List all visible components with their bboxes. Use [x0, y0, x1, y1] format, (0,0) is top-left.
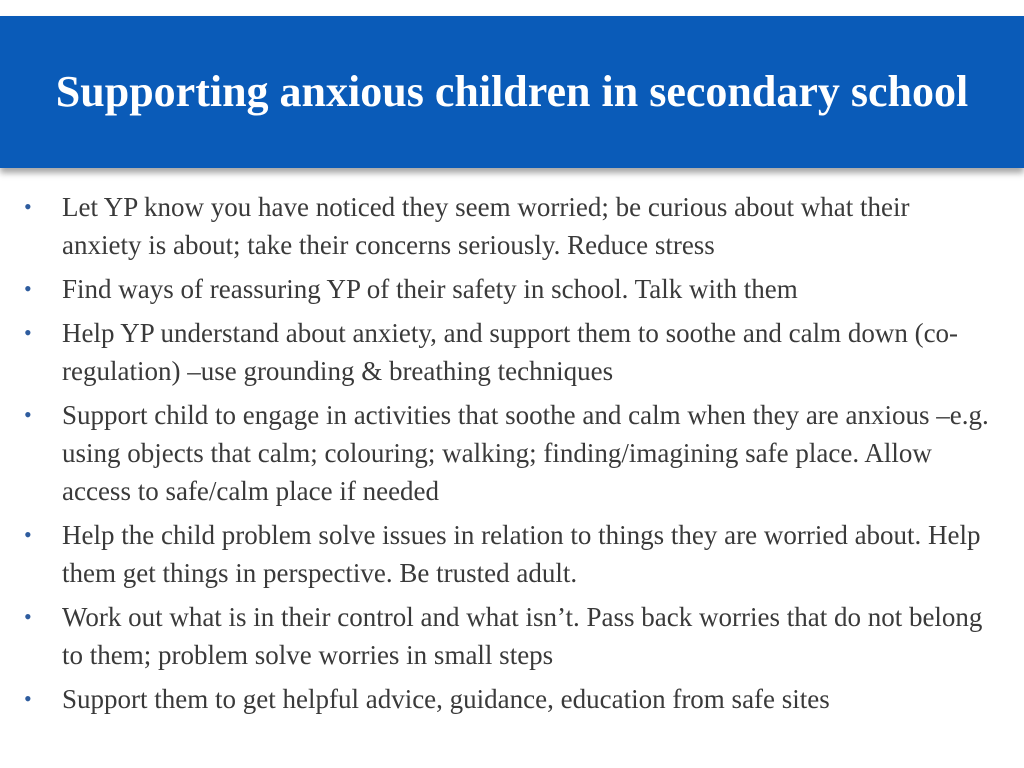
bullet-text: Support them to get helpful advice, guidance, education from safe sites — [62, 684, 830, 714]
bullet-item — [20, 396, 995, 510]
bullet-icon: • — [24, 402, 32, 427]
title-bar — [0, 16, 1024, 168]
bullet-text: Find ways of reassuring YP of their safety in school. Talk with them — [62, 274, 798, 304]
bullet-list — [20, 188, 995, 724]
bullet-item — [20, 314, 995, 390]
bullet-item — [20, 598, 995, 674]
bullet-icon: • — [24, 320, 32, 345]
bullet-icon: • — [24, 194, 32, 219]
bullet-icon: • — [24, 686, 32, 711]
bullet-text: Let YP know you have noticed they seem worried; be curious about what their anxiety is about; take their concerns seriously. Reduce stress — [62, 192, 910, 260]
bullet-text: Work out what is in their control and what isn’t. Pass back worries that do not belong to them; problem solve worries in small steps — [62, 602, 983, 670]
bullet-item — [20, 188, 995, 264]
bullet-icon: • — [24, 604, 32, 629]
bullet-item — [20, 270, 995, 308]
bullet-item — [20, 680, 995, 718]
bullet-text: Support child to engage in activities that soothe and calm when they are anxious –e.g. using objects that calm; colouring; walking; finding/imagining safe place. Allow access to safe/calm place if needed — [62, 400, 989, 506]
slide-title: Supporting anxious children in secondary school — [55, 67, 969, 116]
bullet-icon: • — [24, 522, 32, 547]
bullet-text: Help the child problem solve issues in relation to things they are worried about. Help them get things in perspective. Be trusted adult. — [62, 520, 981, 588]
bullet-icon: • — [24, 276, 32, 301]
bullet-text: Help YP understand about anxiety, and support them to soothe and calm down (co-regulation) –use grounding & breathing techniques — [62, 318, 959, 386]
bullet-item — [20, 516, 995, 592]
